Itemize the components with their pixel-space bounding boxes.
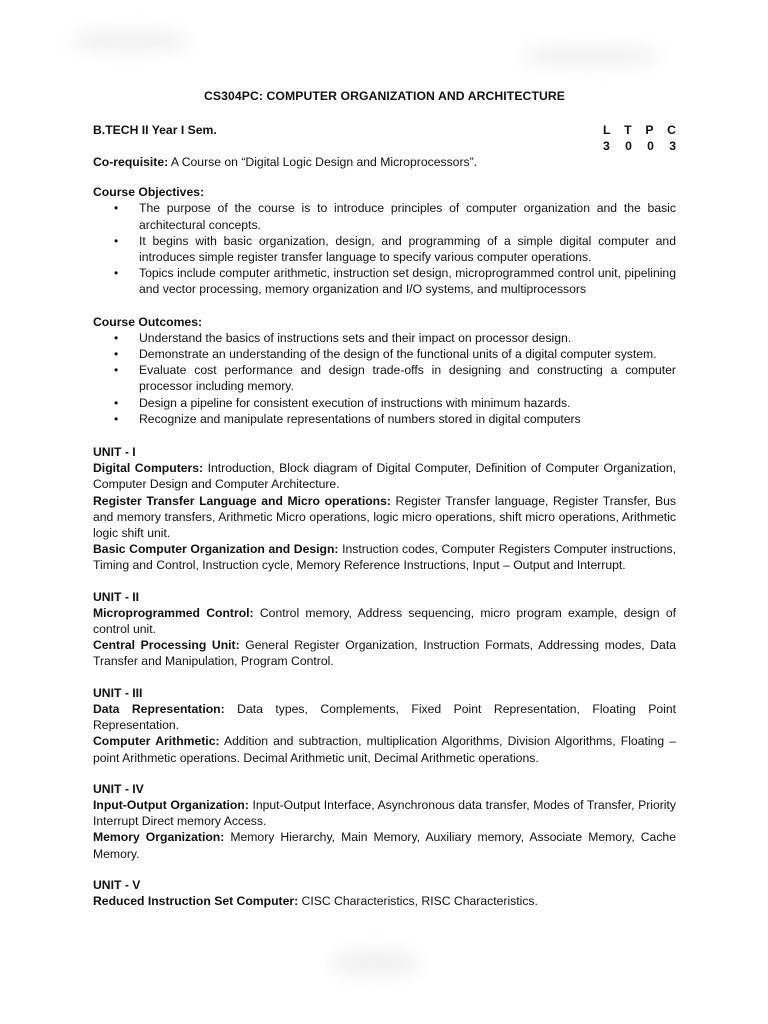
topic-text: Register Transfer language, Register Transfer, Bus and memory transfers, Arithmetic Micro operations, logic micro operations, shift micro operations, Arithmetic logic shift unit. xyxy=(93,493,676,541)
unit-1-topic xyxy=(93,493,676,542)
topic-label: Data Representation: xyxy=(93,701,225,716)
unit-2-topic xyxy=(93,605,676,637)
corequisite xyxy=(93,154,676,170)
ltpc-value-c: 3 xyxy=(669,139,676,154)
unit-2-title: UNIT - II xyxy=(93,589,140,604)
objectives-list xyxy=(93,200,676,297)
topic-label: Basic Computer Organization and Design: xyxy=(93,542,339,557)
topic-label: Register Transfer Language and Micro operations: xyxy=(93,493,391,508)
topic-text: General Register Organization, Instruction Formats, Addressing modes, Data Transfer and Manipulation, Program Control. xyxy=(93,638,676,669)
unit-5-topic xyxy=(93,893,676,909)
unit-1-topic xyxy=(93,460,676,492)
ltpc-table xyxy=(603,122,676,154)
outcomes-title: Course Outcomes: xyxy=(93,314,203,329)
syllabus-body xyxy=(93,154,676,909)
topic-text: Memory Hierarchy, Main Memory, Auxiliary memory, Associate Memory, Cache Memory. xyxy=(93,830,676,861)
scan-smudge-top-left xyxy=(70,30,190,52)
objective-item: • It begins with basic organization, design, and programming of a simple digital computer and introduces simple register transfer language to specify various computer operations. xyxy=(93,233,676,265)
topic-label: Digital Computers: xyxy=(93,461,204,476)
unit-1-title: UNIT - I xyxy=(93,445,136,460)
topic-label: Reduced Instruction Set Computer: xyxy=(93,893,299,908)
topic-label: Computer Arithmetic: xyxy=(93,734,220,749)
outcome-item: • Design a pipeline for consistent execution of instructions with minimum hazards. xyxy=(93,395,676,411)
corequisite-text: A Course on “Digital Logic Design and Microprocessors”. xyxy=(168,155,478,169)
topic-text: Control memory, Address sequencing, micro program example, design of control unit. xyxy=(93,605,676,637)
unit-5-title: UNIT - V xyxy=(93,877,141,892)
topic-label: Input-Output Organization: xyxy=(93,797,249,812)
outcome-item: • Understand the basics of instructions sets and their impact on processor design. xyxy=(93,330,676,346)
topic-label: Central Processing Unit: xyxy=(93,638,240,653)
unit-3-title: UNIT - III xyxy=(93,685,143,700)
topic-text: Addition and subtraction, multiplication Algorithms, Division Algorithms, Floating – point Arithmetic operations. Decimal Arithmetic unit, Decimal Arithmetic operations. xyxy=(93,734,676,765)
ltpc-label-p: P xyxy=(645,123,654,137)
ltpc-value-p: 0 xyxy=(647,139,654,154)
scan-smudge-bottom xyxy=(330,950,420,976)
unit-4-topic xyxy=(93,829,676,861)
unit-2-topic xyxy=(93,637,676,669)
corequisite-label: Co-requisite: xyxy=(93,155,169,169)
ltpc-value-l: 3 xyxy=(603,139,610,154)
ltpc-labels xyxy=(603,122,676,138)
objective-item: • The purpose of the course is to introduce principles of computer organization and the basic architectural concepts. xyxy=(93,200,676,232)
outcome-item: • Evaluate cost performance and design trade-offs in designing and constructing a computer processor including memory. xyxy=(93,362,676,394)
ltpc-label-t: T xyxy=(624,123,632,137)
unit-4-topic xyxy=(93,797,676,829)
topic-label: Memory Organization: xyxy=(93,830,225,845)
topic-text: Input-Output Interface, Asynchronous data transfer, Modes of Transfer, Priority Interrupt Direct memory Access. xyxy=(93,797,676,829)
ltpc-values xyxy=(603,138,676,154)
unit-3-topic xyxy=(93,701,676,733)
topic-label: Microprogrammed Control: xyxy=(93,605,254,620)
topic-text: Data types, Complements, Fixed Point Representation, Floating Point Representation. xyxy=(93,701,677,733)
program-label: B.TECH II Year I Sem. xyxy=(93,123,217,137)
objective-item: • Topics include computer arithmetic, instruction set design, microprogrammed control unit, pipelining and vector processing, memory organization and I/O systems, and multiprocessors xyxy=(93,265,676,297)
unit-1-topic xyxy=(93,541,676,573)
ltpc-label-l: L xyxy=(603,123,611,137)
ltpc-value-t: 0 xyxy=(625,139,632,154)
unit-3-topic xyxy=(93,733,676,765)
scan-smudge-top-right xyxy=(520,46,660,66)
topic-text: Introduction, Block diagram of Digital Computer, Definition of Computer Organization, Computer Design and Computer Architecture. xyxy=(93,461,676,492)
outcome-item: • Recognize and manipulate representations of numbers stored in digital computers xyxy=(93,411,676,427)
topic-text: CISC Characteristics, RISC Characteristics. xyxy=(298,893,538,908)
unit-4-title: UNIT - IV xyxy=(93,781,144,796)
ltpc-label-c: C xyxy=(667,123,676,137)
course-title: CS304PC: COMPUTER ORGANIZATION AND ARCHITECTURE xyxy=(203,89,566,103)
outcome-item: • Demonstrate an understanding of the design of the functional units of a digital computer system. xyxy=(93,346,676,362)
objectives-title: Course Objectives: xyxy=(93,185,205,200)
topic-text: Instruction codes, Computer Registers Computer instructions, Timing and Control, Instruction cycle, Memory Reference Instructions, Input – Output and Interrupt. xyxy=(93,542,676,573)
outcomes-list xyxy=(93,330,676,427)
